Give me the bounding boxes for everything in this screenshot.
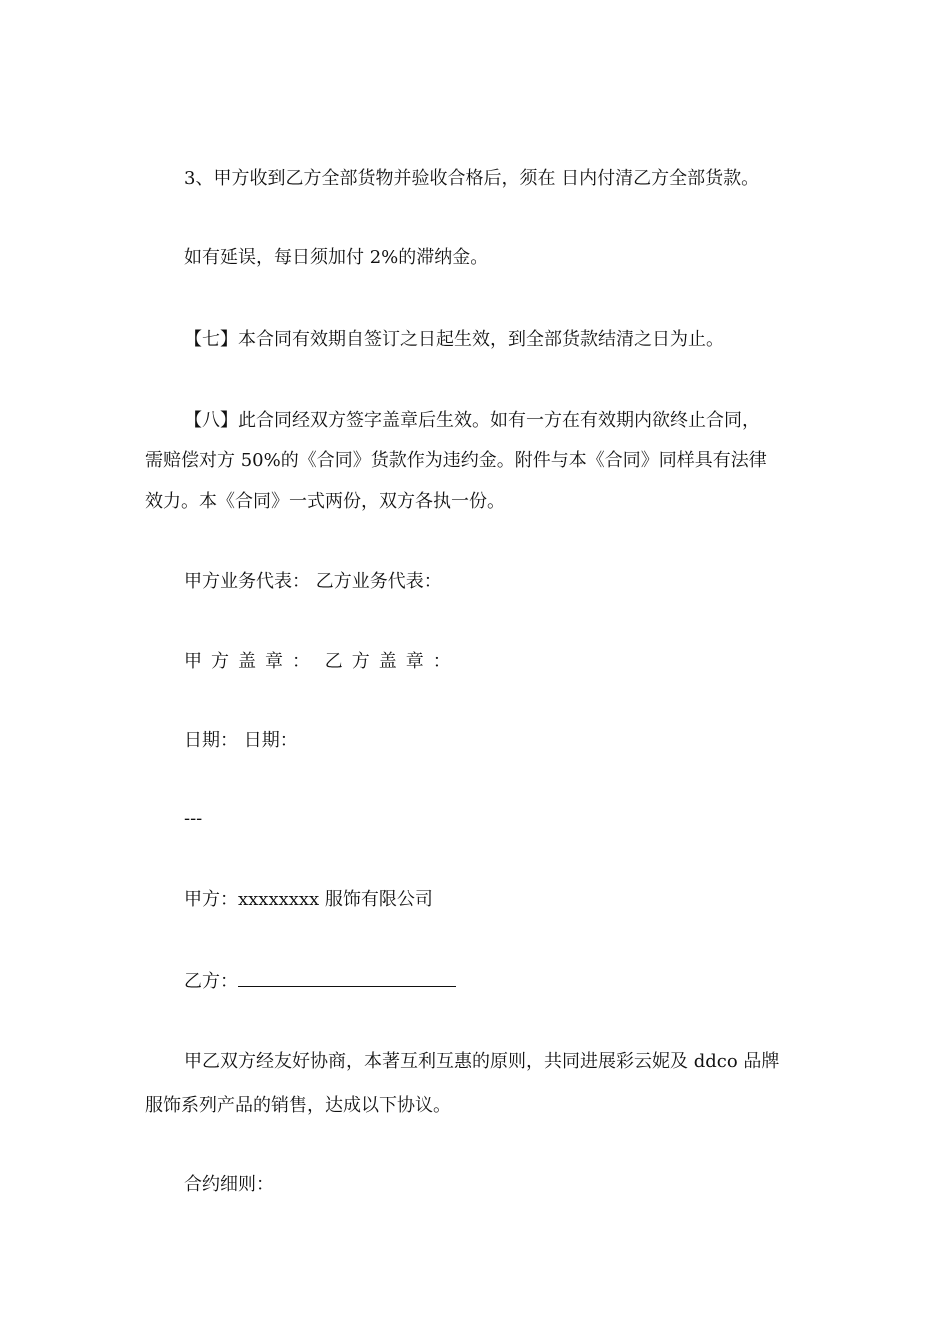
party-a-line: 甲方：xxxxxxxx 服饰有限公司 [184, 889, 433, 910]
clause-7: 【七】本合同有效期自签订之日起生效，到全部货款结清之日为止。 [184, 329, 724, 350]
intro-line-2: 服饰系列产品的销售，达成以下协议。 [145, 1095, 451, 1116]
seal-b-label: 乙方盖章： [324, 651, 460, 672]
separator: --- [184, 808, 203, 829]
details-heading: 合约细则： [184, 1174, 274, 1195]
dates-line: 日期： 日期： [184, 730, 298, 751]
party-b-line [184, 970, 864, 994]
clause-8-line-2: 需赔偿对方 50%的《合同》货款作为违约金。附件与本《合同》同样具有法律 [145, 450, 767, 471]
clause-8-line-1: 【八】此合同经双方签字盖章后生效。如有一方在有效期内欲终止合同， [184, 410, 760, 431]
clause-3-line-1: 3、甲方收到乙方全部货物并验收合格后，须在 日内付清乙方全部货款。 [184, 168, 760, 189]
clause-3-line-2: 如有延误，每日须加付 2%的滞纳金。 [184, 247, 489, 268]
party-b-label: 乙方： [184, 971, 238, 992]
party-b-blank-field [238, 970, 456, 987]
seal-a-label: 甲方盖章： [184, 651, 319, 672]
seal-line [184, 650, 864, 674]
intro-line-1: 甲乙双方经友好协商，本著互利互惠的原则，共同进展彩云妮及 ddco 品牌 [184, 1051, 780, 1072]
representatives-line: 甲方业务代表： 乙方业务代表： [184, 571, 442, 592]
clause-8-line-3: 效力。本《合同》一式两份，双方各执一份。 [145, 491, 505, 512]
